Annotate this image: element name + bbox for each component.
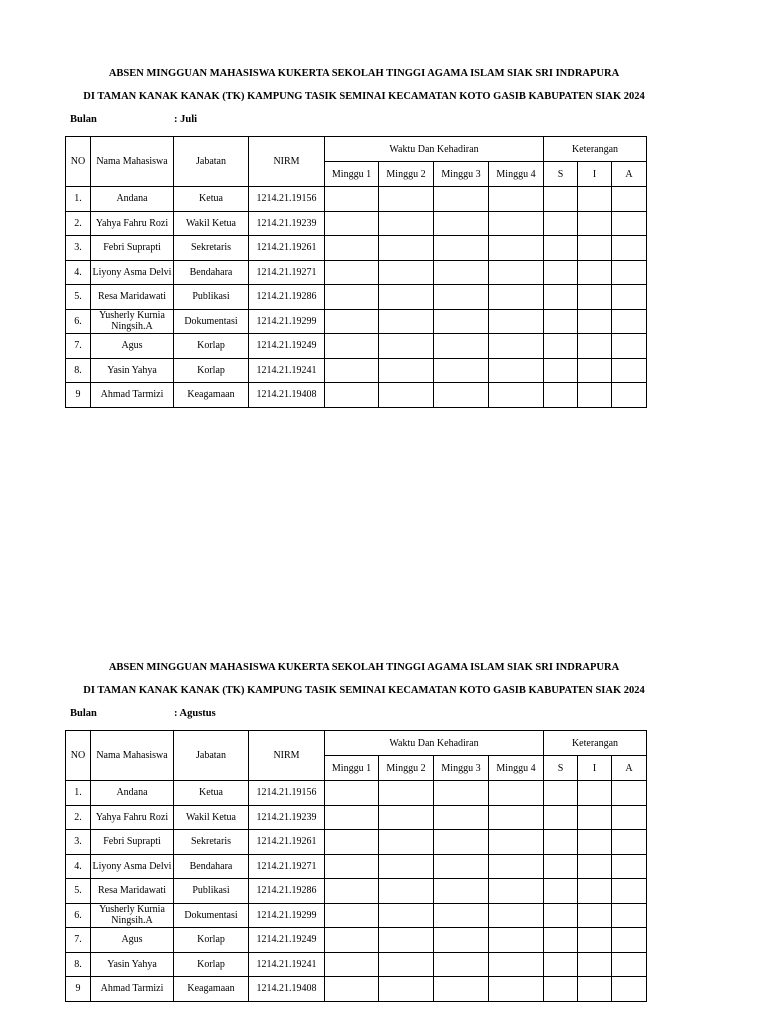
attendance-table: [65, 136, 647, 408]
document-title-line1: ABSEN MINGGUAN MAHASISWA KUKERTA SEKOLAH TINGGI AGAMA ISLAM SIAK SRI INDRAPURA: [108, 662, 620, 673]
cell-jabatan: Bendahara: [174, 854, 249, 879]
cell-ket-i: [578, 285, 612, 310]
cell-minggu-4: [489, 977, 544, 1002]
table-row: [66, 879, 647, 904]
cell-minggu-3: [434, 854, 489, 879]
cell-nama: Yusherly Kurnia Ningsih.A: [91, 903, 174, 928]
header-nama: Nama Mahasiswa: [91, 731, 174, 781]
cell-ket-a: [612, 334, 647, 359]
month-label: Bulan: [70, 114, 97, 125]
cell-minggu-3: [434, 187, 489, 212]
cell-ket-a: [612, 309, 647, 334]
cell-no: 9: [66, 977, 91, 1002]
cell-ket-a: [612, 952, 647, 977]
document-title-line2: DI TAMAN KANAK KANAK (TK) KAMPUNG TASIK SEMINAI KECAMATAN KOTO GASIB KABUPATEN SIAK 2024: [83, 685, 645, 696]
header-waktu: Waktu Dan Kehadiran: [325, 137, 544, 162]
cell-ket-a: [612, 879, 647, 904]
cell-minggu-4: [489, 260, 544, 285]
table-row: [66, 830, 647, 855]
header-ket-a: A: [612, 162, 647, 187]
header-nama: Nama Mahasiswa: [91, 137, 174, 187]
cell-minggu-2: [379, 285, 434, 310]
cell-ket-a: [612, 236, 647, 261]
cell-ket-a: [612, 260, 647, 285]
cell-nirm: 1214.21.19241: [249, 952, 325, 977]
cell-minggu-4: [489, 383, 544, 408]
cell-no: 8.: [66, 358, 91, 383]
cell-minggu-1: [325, 854, 379, 879]
cell-minggu-4: [489, 879, 544, 904]
cell-jabatan: Sekretaris: [174, 236, 249, 261]
cell-ket-i: [578, 977, 612, 1002]
cell-minggu-1: [325, 781, 379, 806]
header-minggu-4: Minggu 4: [489, 756, 544, 781]
cell-jabatan: Keagamaan: [174, 383, 249, 408]
cell-ket-s: [544, 309, 578, 334]
cell-no: 5.: [66, 285, 91, 310]
cell-minggu-3: [434, 309, 489, 334]
cell-jabatan: Publikasi: [174, 879, 249, 904]
cell-minggu-1: [325, 805, 379, 830]
cell-nama: Andana: [91, 781, 174, 806]
table-row: [66, 187, 647, 212]
table-row: [66, 383, 647, 408]
cell-nirm: 1214.21.19156: [249, 187, 325, 212]
cell-minggu-1: [325, 383, 379, 408]
cell-ket-a: [612, 805, 647, 830]
cell-minggu-4: [489, 334, 544, 359]
cell-ket-i: [578, 805, 612, 830]
table-row: [66, 781, 647, 806]
cell-ket-s: [544, 805, 578, 830]
cell-ket-i: [578, 952, 612, 977]
cell-minggu-4: [489, 236, 544, 261]
header-minggu-2: Minggu 2: [379, 162, 434, 187]
cell-ket-i: [578, 854, 612, 879]
cell-jabatan: Dokumentasi: [174, 903, 249, 928]
cell-minggu-1: [325, 952, 379, 977]
cell-jabatan: Wakil Ketua: [174, 805, 249, 830]
cell-minggu-2: [379, 358, 434, 383]
cell-ket-s: [544, 781, 578, 806]
cell-minggu-2: [379, 187, 434, 212]
header-minggu-1: Minggu 1: [325, 162, 379, 187]
cell-minggu-3: [434, 334, 489, 359]
cell-nirm: 1214.21.19241: [249, 358, 325, 383]
cell-minggu-4: [489, 187, 544, 212]
cell-jabatan: Keagamaan: [174, 977, 249, 1002]
cell-nirm: 1214.21.19299: [249, 309, 325, 334]
cell-jabatan: Ketua: [174, 781, 249, 806]
cell-nirm: 1214.21.19271: [249, 260, 325, 285]
header-minggu-2: Minggu 2: [379, 756, 434, 781]
cell-nirm: 1214.21.19239: [249, 211, 325, 236]
cell-ket-i: [578, 903, 612, 928]
header-no: NO: [66, 731, 91, 781]
cell-no: 5.: [66, 879, 91, 904]
cell-nirm: 1214.21.19299: [249, 903, 325, 928]
table-row: [66, 903, 647, 928]
table-row: [66, 977, 647, 1002]
table-row: [66, 260, 647, 285]
cell-minggu-2: [379, 383, 434, 408]
cell-ket-s: [544, 977, 578, 1002]
cell-minggu-1: [325, 309, 379, 334]
cell-no: 8.: [66, 952, 91, 977]
cell-minggu-1: [325, 211, 379, 236]
cell-nirm: 1214.21.19408: [249, 977, 325, 1002]
header-minggu-4: Minggu 4: [489, 162, 544, 187]
cell-ket-s: [544, 334, 578, 359]
cell-minggu-3: [434, 928, 489, 953]
cell-jabatan: Dokumentasi: [174, 309, 249, 334]
cell-minggu-3: [434, 358, 489, 383]
month-value: : Juli: [174, 114, 198, 125]
cell-nama: Yasin Yahya: [91, 952, 174, 977]
cell-jabatan: Publikasi: [174, 285, 249, 310]
cell-minggu-2: [379, 830, 434, 855]
cell-ket-a: [612, 977, 647, 1002]
cell-minggu-1: [325, 977, 379, 1002]
cell-nama: Yasin Yahya: [91, 358, 174, 383]
cell-minggu-3: [434, 285, 489, 310]
cell-nirm: 1214.21.19261: [249, 830, 325, 855]
cell-nirm: 1214.21.19286: [249, 879, 325, 904]
header-keterangan: Keterangan: [544, 731, 647, 756]
cell-jabatan: Korlap: [174, 358, 249, 383]
cell-no: 6.: [66, 903, 91, 928]
cell-ket-a: [612, 854, 647, 879]
cell-no: 3.: [66, 236, 91, 261]
cell-ket-i: [578, 236, 612, 261]
cell-nama: Resa Maridawati: [91, 879, 174, 904]
cell-minggu-3: [434, 383, 489, 408]
document-title-line1: ABSEN MINGGUAN MAHASISWA KUKERTA SEKOLAH TINGGI AGAMA ISLAM SIAK SRI INDRAPURA: [108, 68, 620, 79]
document-title-line2: DI TAMAN KANAK KANAK (TK) KAMPUNG TASIK SEMINAI KECAMATAN KOTO GASIB KABUPATEN SIAK 2024: [83, 91, 645, 102]
cell-no: 6.: [66, 309, 91, 334]
cell-minggu-3: [434, 879, 489, 904]
cell-ket-i: [578, 879, 612, 904]
cell-minggu-1: [325, 285, 379, 310]
header-ket-i: I: [578, 756, 612, 781]
cell-no: 2.: [66, 805, 91, 830]
cell-ket-i: [578, 211, 612, 236]
cell-ket-i: [578, 830, 612, 855]
table-row: [66, 211, 647, 236]
header-jabatan: Jabatan: [174, 137, 249, 187]
cell-minggu-3: [434, 952, 489, 977]
cell-minggu-2: [379, 854, 434, 879]
cell-minggu-4: [489, 854, 544, 879]
cell-minggu-3: [434, 211, 489, 236]
cell-minggu-1: [325, 358, 379, 383]
cell-nama: Liyony Asma Delvi: [91, 854, 174, 879]
cell-ket-s: [544, 854, 578, 879]
cell-ket-a: [612, 383, 647, 408]
cell-minggu-4: [489, 952, 544, 977]
cell-nirm: 1214.21.19239: [249, 805, 325, 830]
cell-ket-s: [544, 285, 578, 310]
cell-minggu-2: [379, 928, 434, 953]
header-minggu-1: Minggu 1: [325, 756, 379, 781]
cell-no: 2.: [66, 211, 91, 236]
cell-ket-a: [612, 903, 647, 928]
cell-nama: Andana: [91, 187, 174, 212]
cell-ket-s: [544, 830, 578, 855]
cell-minggu-3: [434, 830, 489, 855]
cell-ket-a: [612, 781, 647, 806]
cell-ket-a: [612, 358, 647, 383]
cell-nama: Liyony Asma Delvi: [91, 260, 174, 285]
cell-ket-s: [544, 903, 578, 928]
cell-minggu-2: [379, 952, 434, 977]
header-waktu: Waktu Dan Kehadiran: [325, 731, 544, 756]
header-ket-i: I: [578, 162, 612, 187]
cell-minggu-1: [325, 928, 379, 953]
cell-ket-s: [544, 928, 578, 953]
cell-nama: Agus: [91, 928, 174, 953]
cell-jabatan: Ketua: [174, 187, 249, 212]
cell-minggu-1: [325, 260, 379, 285]
cell-nirm: 1214.21.19249: [249, 334, 325, 359]
cell-minggu-1: [325, 187, 379, 212]
cell-nirm: 1214.21.19408: [249, 383, 325, 408]
cell-ket-s: [544, 211, 578, 236]
cell-minggu-2: [379, 260, 434, 285]
cell-no: 1.: [66, 781, 91, 806]
cell-nirm: 1214.21.19249: [249, 928, 325, 953]
header-minggu-3: Minggu 3: [434, 756, 489, 781]
header-row: [66, 731, 647, 756]
table-row: [66, 358, 647, 383]
cell-no: 3.: [66, 830, 91, 855]
cell-ket-a: [612, 928, 647, 953]
cell-minggu-4: [489, 805, 544, 830]
cell-minggu-2: [379, 309, 434, 334]
cell-ket-i: [578, 781, 612, 806]
cell-minggu-2: [379, 211, 434, 236]
table-row: [66, 805, 647, 830]
cell-ket-a: [612, 211, 647, 236]
cell-ket-s: [544, 952, 578, 977]
cell-nama: Ahmad Tarmizi: [91, 977, 174, 1002]
cell-minggu-4: [489, 830, 544, 855]
header-nirm: NIRM: [249, 731, 325, 781]
cell-nama: Febri Suprapti: [91, 236, 174, 261]
cell-no: 7.: [66, 334, 91, 359]
cell-nama: Yahya Fahru Rozi: [91, 211, 174, 236]
cell-ket-s: [544, 358, 578, 383]
cell-nirm: 1214.21.19156: [249, 781, 325, 806]
cell-minggu-4: [489, 928, 544, 953]
table-row: [66, 285, 647, 310]
table-row: [66, 309, 647, 334]
cell-nama: Agus: [91, 334, 174, 359]
header-minggu-3: Minggu 3: [434, 162, 489, 187]
cell-ket-a: [612, 187, 647, 212]
cell-nama: Resa Maridawati: [91, 285, 174, 310]
cell-minggu-1: [325, 903, 379, 928]
header-ket-a: A: [612, 756, 647, 781]
cell-minggu-2: [379, 977, 434, 1002]
table-row: [66, 854, 647, 879]
cell-minggu-3: [434, 781, 489, 806]
cell-ket-a: [612, 830, 647, 855]
cell-minggu-2: [379, 781, 434, 806]
header-nirm: NIRM: [249, 137, 325, 187]
header-ket-s: S: [544, 756, 578, 781]
cell-ket-s: [544, 383, 578, 408]
cell-nirm: 1214.21.19271: [249, 854, 325, 879]
cell-ket-a: [612, 285, 647, 310]
attendance-table: [65, 730, 647, 1002]
cell-minggu-1: [325, 334, 379, 359]
cell-minggu-4: [489, 781, 544, 806]
header-jabatan: Jabatan: [174, 731, 249, 781]
cell-ket-s: [544, 260, 578, 285]
header-no: NO: [66, 137, 91, 187]
table-row: [66, 334, 647, 359]
cell-no: 9: [66, 383, 91, 408]
cell-minggu-4: [489, 358, 544, 383]
cell-minggu-1: [325, 236, 379, 261]
cell-jabatan: Bendahara: [174, 260, 249, 285]
table-row: [66, 928, 647, 953]
cell-ket-i: [578, 358, 612, 383]
cell-minggu-3: [434, 236, 489, 261]
cell-no: 4.: [66, 854, 91, 879]
cell-jabatan: Wakil Ketua: [174, 211, 249, 236]
cell-minggu-4: [489, 211, 544, 236]
cell-ket-s: [544, 236, 578, 261]
cell-ket-s: [544, 879, 578, 904]
cell-minggu-4: [489, 309, 544, 334]
cell-nama: Ahmad Tarmizi: [91, 383, 174, 408]
cell-minggu-3: [434, 903, 489, 928]
cell-no: 7.: [66, 928, 91, 953]
cell-ket-i: [578, 309, 612, 334]
cell-minggu-2: [379, 879, 434, 904]
cell-minggu-2: [379, 805, 434, 830]
cell-nama: Yusherly Kurnia Ningsih.A: [91, 309, 174, 334]
cell-ket-i: [578, 928, 612, 953]
cell-minggu-2: [379, 903, 434, 928]
cell-nirm: 1214.21.19261: [249, 236, 325, 261]
cell-jabatan: Sekretaris: [174, 830, 249, 855]
cell-jabatan: Korlap: [174, 928, 249, 953]
cell-jabatan: Korlap: [174, 952, 249, 977]
cell-jabatan: Korlap: [174, 334, 249, 359]
cell-minggu-1: [325, 879, 379, 904]
cell-nama: Yahya Fahru Rozi: [91, 805, 174, 830]
cell-nirm: 1214.21.19286: [249, 285, 325, 310]
cell-ket-s: [544, 187, 578, 212]
cell-ket-i: [578, 334, 612, 359]
header-ket-s: S: [544, 162, 578, 187]
cell-minggu-2: [379, 334, 434, 359]
table-row: [66, 952, 647, 977]
cell-minggu-4: [489, 903, 544, 928]
month-label: Bulan: [70, 708, 97, 719]
cell-no: 4.: [66, 260, 91, 285]
month-value: : Agustus: [174, 708, 216, 719]
header-row: [66, 137, 647, 162]
cell-minggu-3: [434, 805, 489, 830]
cell-minggu-2: [379, 236, 434, 261]
cell-no: 1.: [66, 187, 91, 212]
table-row: [66, 236, 647, 261]
cell-minggu-1: [325, 830, 379, 855]
cell-minggu-3: [434, 260, 489, 285]
cell-nama: Febri Suprapti: [91, 830, 174, 855]
cell-minggu-3: [434, 977, 489, 1002]
cell-ket-i: [578, 260, 612, 285]
cell-minggu-4: [489, 285, 544, 310]
cell-ket-i: [578, 383, 612, 408]
cell-ket-i: [578, 187, 612, 212]
header-keterangan: Keterangan: [544, 137, 647, 162]
